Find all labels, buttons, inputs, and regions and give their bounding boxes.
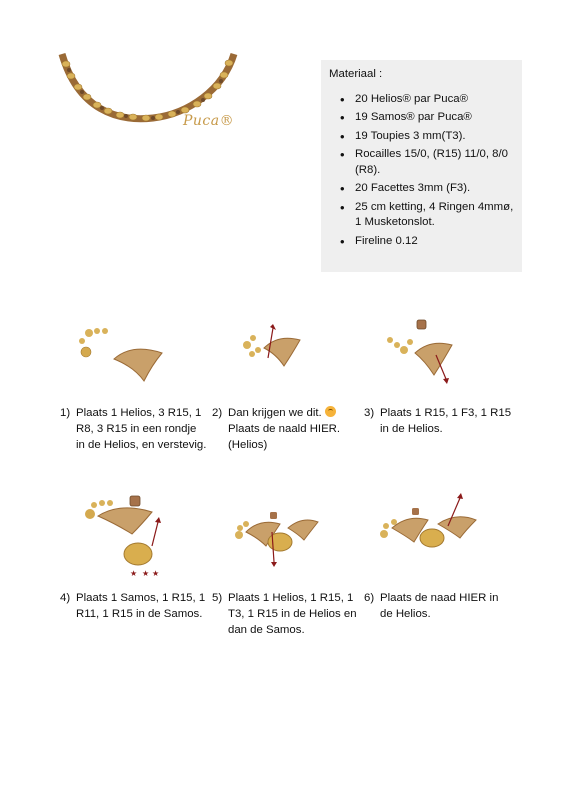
step-6-text (364, 590, 514, 622)
materials-item: • 19 Toupies 3 mm(T3). (329, 129, 514, 145)
step-instruction: Plaats 1 Helios, 3 R15, 1 R8, 3 R15 in een rondje in de Helios, en verstevig. (76, 407, 207, 451)
materials-item: • Fireline 0.12 (329, 234, 514, 250)
step-6-photo (364, 480, 504, 580)
materials-list (329, 92, 514, 250)
step-4-photo (62, 470, 194, 580)
step-2-photo (212, 290, 344, 395)
step-instruction: Dan krijgen we dit. (228, 407, 322, 419)
materials-item: • 20 Helios® par Puca® (329, 92, 514, 108)
step-4-text (60, 590, 208, 622)
step-instruction: Plaats de naad HIER in de Helios. (380, 592, 499, 620)
step-instruction: Plaats 1 Helios, 1 R15, 1 T3, 1 R15 in de Helios en dan de Samos. (228, 592, 357, 636)
step-1-photo (62, 295, 196, 395)
svg-text:★: ★ (152, 569, 160, 578)
necklace-photo (58, 50, 238, 145)
materials-item: • 19 Samos® par Puca® (329, 110, 514, 126)
svg-text:★: ★ (130, 569, 138, 578)
step-5-text (212, 590, 357, 638)
smiling-face-icon (325, 406, 336, 417)
puca-logo: Puca® (183, 113, 235, 129)
step-2-text (212, 405, 352, 453)
step-number: 1) (60, 407, 71, 419)
step-number: 4) (60, 592, 71, 604)
materials-item: • Rocailles 15/0, (R15) 11/0, 8/0 (R8). (329, 147, 514, 178)
step-3-photo (360, 295, 492, 395)
step-number: 6) (364, 592, 375, 604)
svg-text:★: ★ (142, 569, 150, 578)
step-instruction: Plaats 1 Samos, 1 R15, 1 R11, 1 R15 in de Samos. (76, 592, 206, 620)
step-instruction: Plaats de naald HIER. (Helios) (228, 423, 341, 451)
materials-item: • 20 Facettes 3mm (F3). (329, 181, 514, 197)
step-number: 5) (212, 592, 223, 604)
step-5-photo (212, 480, 352, 580)
step-1-text (60, 405, 208, 453)
step-3-text (364, 405, 514, 437)
step-number: 3) (364, 407, 375, 419)
materials-box (321, 60, 522, 272)
materials-title: Materiaal : (329, 68, 383, 80)
step-number: 2) (212, 407, 223, 419)
step-instruction: Plaats 1 R15, 1 F3, 1 R15 in de Helios. (380, 407, 512, 435)
materials-item: • 25 cm ketting, 4 Ringen 4mmø, 1 Musketonslot. (329, 200, 514, 231)
